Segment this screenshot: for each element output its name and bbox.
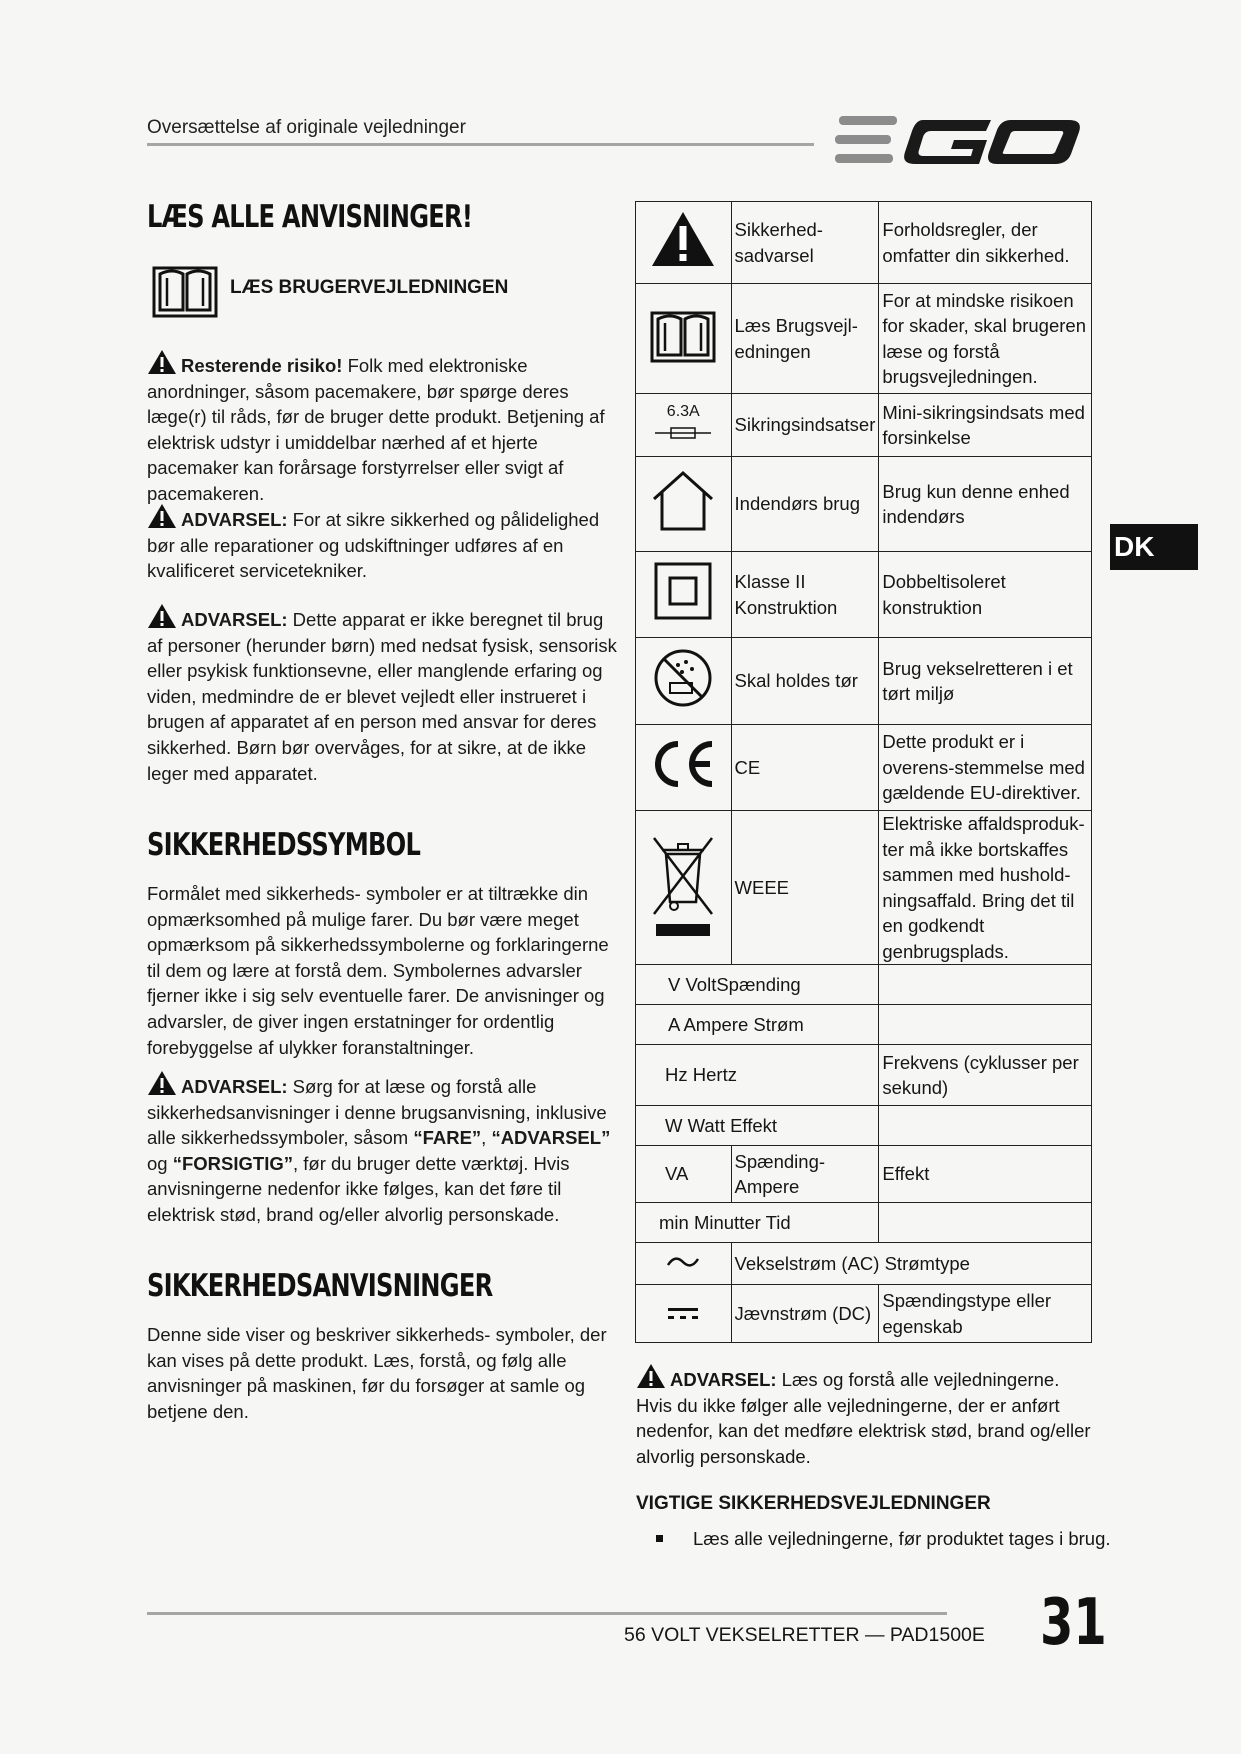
safety-instructions-paragraph: Denne side viser og beskriver sikkerheds- symboler, der kan vises på dette produkt. Læs, forstå, og følg alle anvisninger på maskinen, før du forsøger at samle og betjene den. (147, 1324, 607, 1422)
table-row (636, 202, 1092, 284)
bullet-icon (656, 1535, 663, 1542)
og-word: og (147, 1152, 173, 1174)
unit-meaning: Spænding (716, 973, 801, 995)
heading-read-all: LÆS ALLE ANVISNINGER! (147, 199, 473, 235)
header-subtitle: Oversættelse af originale vejledninger (147, 117, 466, 138)
unit-symbol: A (668, 1013, 680, 1035)
symbol-description: Elektriske affaldsproduk-ter må ikke bortskaffes sammen med hushold-ningsaffald. Bring det til en godkendt genbrugsplads. (879, 811, 1092, 965)
symbol-name: Jævnstrøm (DC) (731, 1285, 879, 1343)
fuse-icon (653, 426, 713, 440)
warning-instructions-text: Læs og forstå alle vejledningerne. Hvis du ikke følger alle vejledningerne, der er anført nedenfor, kan det medføre elektrisk stød, brand og/eller alvorlig personskade. (636, 1369, 1091, 1467)
symbol-cell (636, 811, 732, 965)
separator: , (481, 1127, 492, 1149)
warning-label: ADVARSEL: (181, 609, 288, 630)
unit-symbol: V (668, 973, 681, 995)
table-row (636, 1203, 1092, 1243)
heading-safety-instructions: SIKKERHEDSANVISNINGER (147, 1268, 493, 1304)
warning-persons-text: Dette apparat er ikke beregnet til brug af personer (herunder børn) med nedsat fysisk, sensorisk eller psykisk funktionsevne, eller manglende erfaring og viden, medmindre de er blevet vejledt eller instrueret i brugen af apparatet af en person med ansvar for deres sikkerhed. Børn bør overvåges, for at sikre, at de ikke leger med apparatet. (147, 609, 617, 784)
warning-persons-paragraph (147, 603, 617, 786)
header-rule (147, 143, 814, 146)
table-row (636, 1045, 1092, 1106)
unit-cell (636, 1045, 879, 1106)
unit-label: Hertz (692, 1064, 737, 1086)
heading-safety-symbol: SIKKERHEDSSYMBOL (147, 827, 421, 863)
symbol-description: Strømtype (884, 1252, 970, 1274)
list-item-text: Læs alle vejledningerne, før produktet tages i brug. (693, 1528, 1111, 1549)
symbol-cell (636, 725, 732, 811)
warning-read-paragraph (147, 1070, 617, 1228)
warning-label: ADVARSEL: (181, 1076, 288, 1097)
important-safety-heading: VIGTIGE SIKKERHEDSVEJLEDNINGER (636, 1493, 991, 1514)
unit-symbol: VA (636, 1146, 732, 1203)
ac-wave-icon (666, 1254, 700, 1270)
footer-product: 56 VOLT VEKSELRETTER — PAD1500E (624, 1624, 985, 1646)
table-row (636, 1146, 1092, 1203)
warning-instructions-paragraph (636, 1363, 1096, 1469)
symbol-name: Skal holdes tør (731, 638, 879, 725)
symbol-description: For at mindske risikoen for skader, skal brugeren læse og forstå brugsvejledningen. (879, 284, 1092, 394)
symbol-cell (636, 284, 732, 394)
table-row (636, 1285, 1092, 1343)
table-row (636, 725, 1092, 811)
warning-read-text-b: , før du bruger dette værktøj. Hvis anvisningerne nedenfor ikke følges, kan det føre til elektrisk stød, brand og/eller alvorlig personskade. (147, 1152, 570, 1225)
footer-rule (147, 1612, 947, 1615)
unit-cell (636, 1106, 879, 1146)
symbol-cell (636, 394, 732, 457)
weee-bin-icon (650, 828, 716, 940)
advarsel-term: “ADVARSEL” (491, 1127, 611, 1149)
read-manual-label: LÆS BRUGERVEJLEDNINGEN (230, 277, 509, 298)
unit-label: Volt (685, 973, 717, 995)
residual-risk-label: Resterende risiko! (181, 355, 343, 376)
unit-cell (636, 1005, 879, 1045)
table-row (636, 638, 1092, 725)
table-row (636, 457, 1092, 552)
unit-meaning: Strøm (753, 1013, 804, 1035)
warning-repair-text: For at sikre sikkerhed og pålidelighed bør alle reparationer og udskiftninger udføres af en kvalificeret servicetekniker. (147, 509, 600, 582)
book-icon (650, 305, 716, 365)
safety-symbol-paragraph: Formålet med sikkerheds- symboler er at tiltrække din opmærksomhed på mulige farer. Du bør være meget opmærksom på sikkerhedssymbolerne og forklaringerne til dem og lære at forstå dem. Symbolernes advarsler fjerner ikke i sig selv eventuelle farer. De anvisninger og advarsler, de giver ingen erstatninger for ordentlig forebyggelse af ulykker foranstaltninger. (147, 883, 609, 1058)
list-item (656, 1528, 1111, 1550)
symbol-description: Brug vekselretteren i et tørt miljø (879, 638, 1092, 725)
warning-triangle-icon (147, 603, 177, 629)
warning-triangle-icon (636, 1363, 666, 1389)
symbol-description: Effekt (879, 1146, 1092, 1203)
unit-symbol: min (659, 1211, 689, 1233)
symbol-description: Brug kun denne enhed indendørs (879, 457, 1092, 552)
forsigtig-term: “FORSIGTIG” (172, 1152, 293, 1174)
warning-label: ADVARSEL: (181, 509, 288, 530)
safety-symbol-table (635, 201, 1092, 1343)
symbol-name: Spænding-Ampere (731, 1146, 879, 1203)
residual-risk-text: Folk med elektroniske anordninger, såsom pacemakere, bør spørge deres læge(r) til råds, før de bruger dette produkt. Betjening af elektrisk udstyr i umiddelbar nærhed af et hjerte pacemaker kan forårsage forstyrrelser eller svigt af pacemakeren. (147, 355, 605, 504)
symbol-cell (636, 1285, 732, 1343)
language-tab: DK (1110, 524, 1198, 570)
unit-meaning: Effekt (730, 1114, 778, 1136)
unit-cell (636, 1203, 879, 1243)
table-row (636, 811, 1092, 965)
symbol-description: Dobbeltisoleret konstruktion (879, 552, 1092, 638)
fare-term: “FARE” (413, 1127, 482, 1149)
symbol-name: Klasse II Konstruktion (731, 552, 879, 638)
symbol-name: Indendørs brug (731, 457, 879, 552)
keep-dry-icon (652, 647, 714, 709)
unit-symbol: Hz (665, 1064, 688, 1086)
symbol-description (879, 1203, 1092, 1243)
unit-cell (731, 1243, 1091, 1285)
ego-logo (835, 112, 1083, 170)
fuse-rating: 6.3A (666, 403, 700, 421)
symbol-name: WEEE (731, 811, 879, 965)
table-row (636, 1243, 1092, 1285)
house-icon (650, 469, 716, 533)
symbol-name: Sikringsindsatser (731, 394, 879, 457)
warning-triangle-icon (147, 503, 177, 529)
page-number: 31 (1040, 1586, 1107, 1660)
table-row (636, 965, 1092, 1005)
symbol-cell (636, 202, 732, 284)
symbol-description (879, 1106, 1092, 1146)
unit-label: Ampere (683, 1013, 749, 1035)
double-square-icon (653, 561, 713, 621)
symbol-description: Mini-sikringsindsats med forsinkelse (879, 394, 1092, 457)
symbol-description: Frekvens (cyklusser per sekund) (879, 1045, 1092, 1106)
warning-triangle-icon (147, 349, 177, 375)
table-row (636, 1106, 1092, 1146)
symbol-name: CE (731, 725, 879, 811)
symbol-name: Sikkerhed-sadvarsel (731, 202, 879, 284)
symbol-name: Læs Brugsvejl-edningen (731, 284, 879, 394)
symbol-cell (636, 638, 732, 725)
unit-symbol: W (665, 1114, 683, 1136)
warning-repair-paragraph (147, 503, 617, 584)
symbol-description (879, 1005, 1092, 1045)
warning-triangle-icon (147, 1070, 177, 1096)
unit-label: Minutter (693, 1211, 761, 1233)
dc-symbol-icon (666, 1306, 700, 1320)
residual-risk-paragraph (147, 349, 617, 507)
symbol-cell (636, 457, 732, 552)
ce-mark-icon (648, 738, 718, 790)
table-row (636, 1005, 1092, 1045)
table-row (636, 284, 1092, 394)
unit-label: Watt (687, 1114, 725, 1136)
symbol-name: Vekselstrøm (AC) (734, 1252, 880, 1274)
warning-read-text-a: Sørg for at læse og forstå alle sikkerhedsanvisninger i denne brugsanvisning, inklusive alle sikkerhedssymboler, såsom (147, 1076, 607, 1149)
table-row (636, 394, 1092, 457)
warning-label: ADVARSEL: (670, 1369, 777, 1390)
symbol-description: Forholdsregler, der omfatter din sikkerhed. (879, 202, 1092, 284)
symbol-description: Spændingstype eller egenskab (879, 1285, 1092, 1343)
unit-cell (636, 965, 879, 1005)
read-manual-icon (152, 260, 218, 320)
warning-triangle-icon (650, 210, 716, 268)
table-row (636, 552, 1092, 638)
symbol-description: Dette produkt er i overens-stemmelse med gældende EU-direktiver. (879, 725, 1092, 811)
symbol-description (879, 965, 1092, 1005)
unit-meaning: Tid (765, 1211, 791, 1233)
symbol-cell (636, 1243, 732, 1285)
symbol-cell (636, 552, 732, 638)
